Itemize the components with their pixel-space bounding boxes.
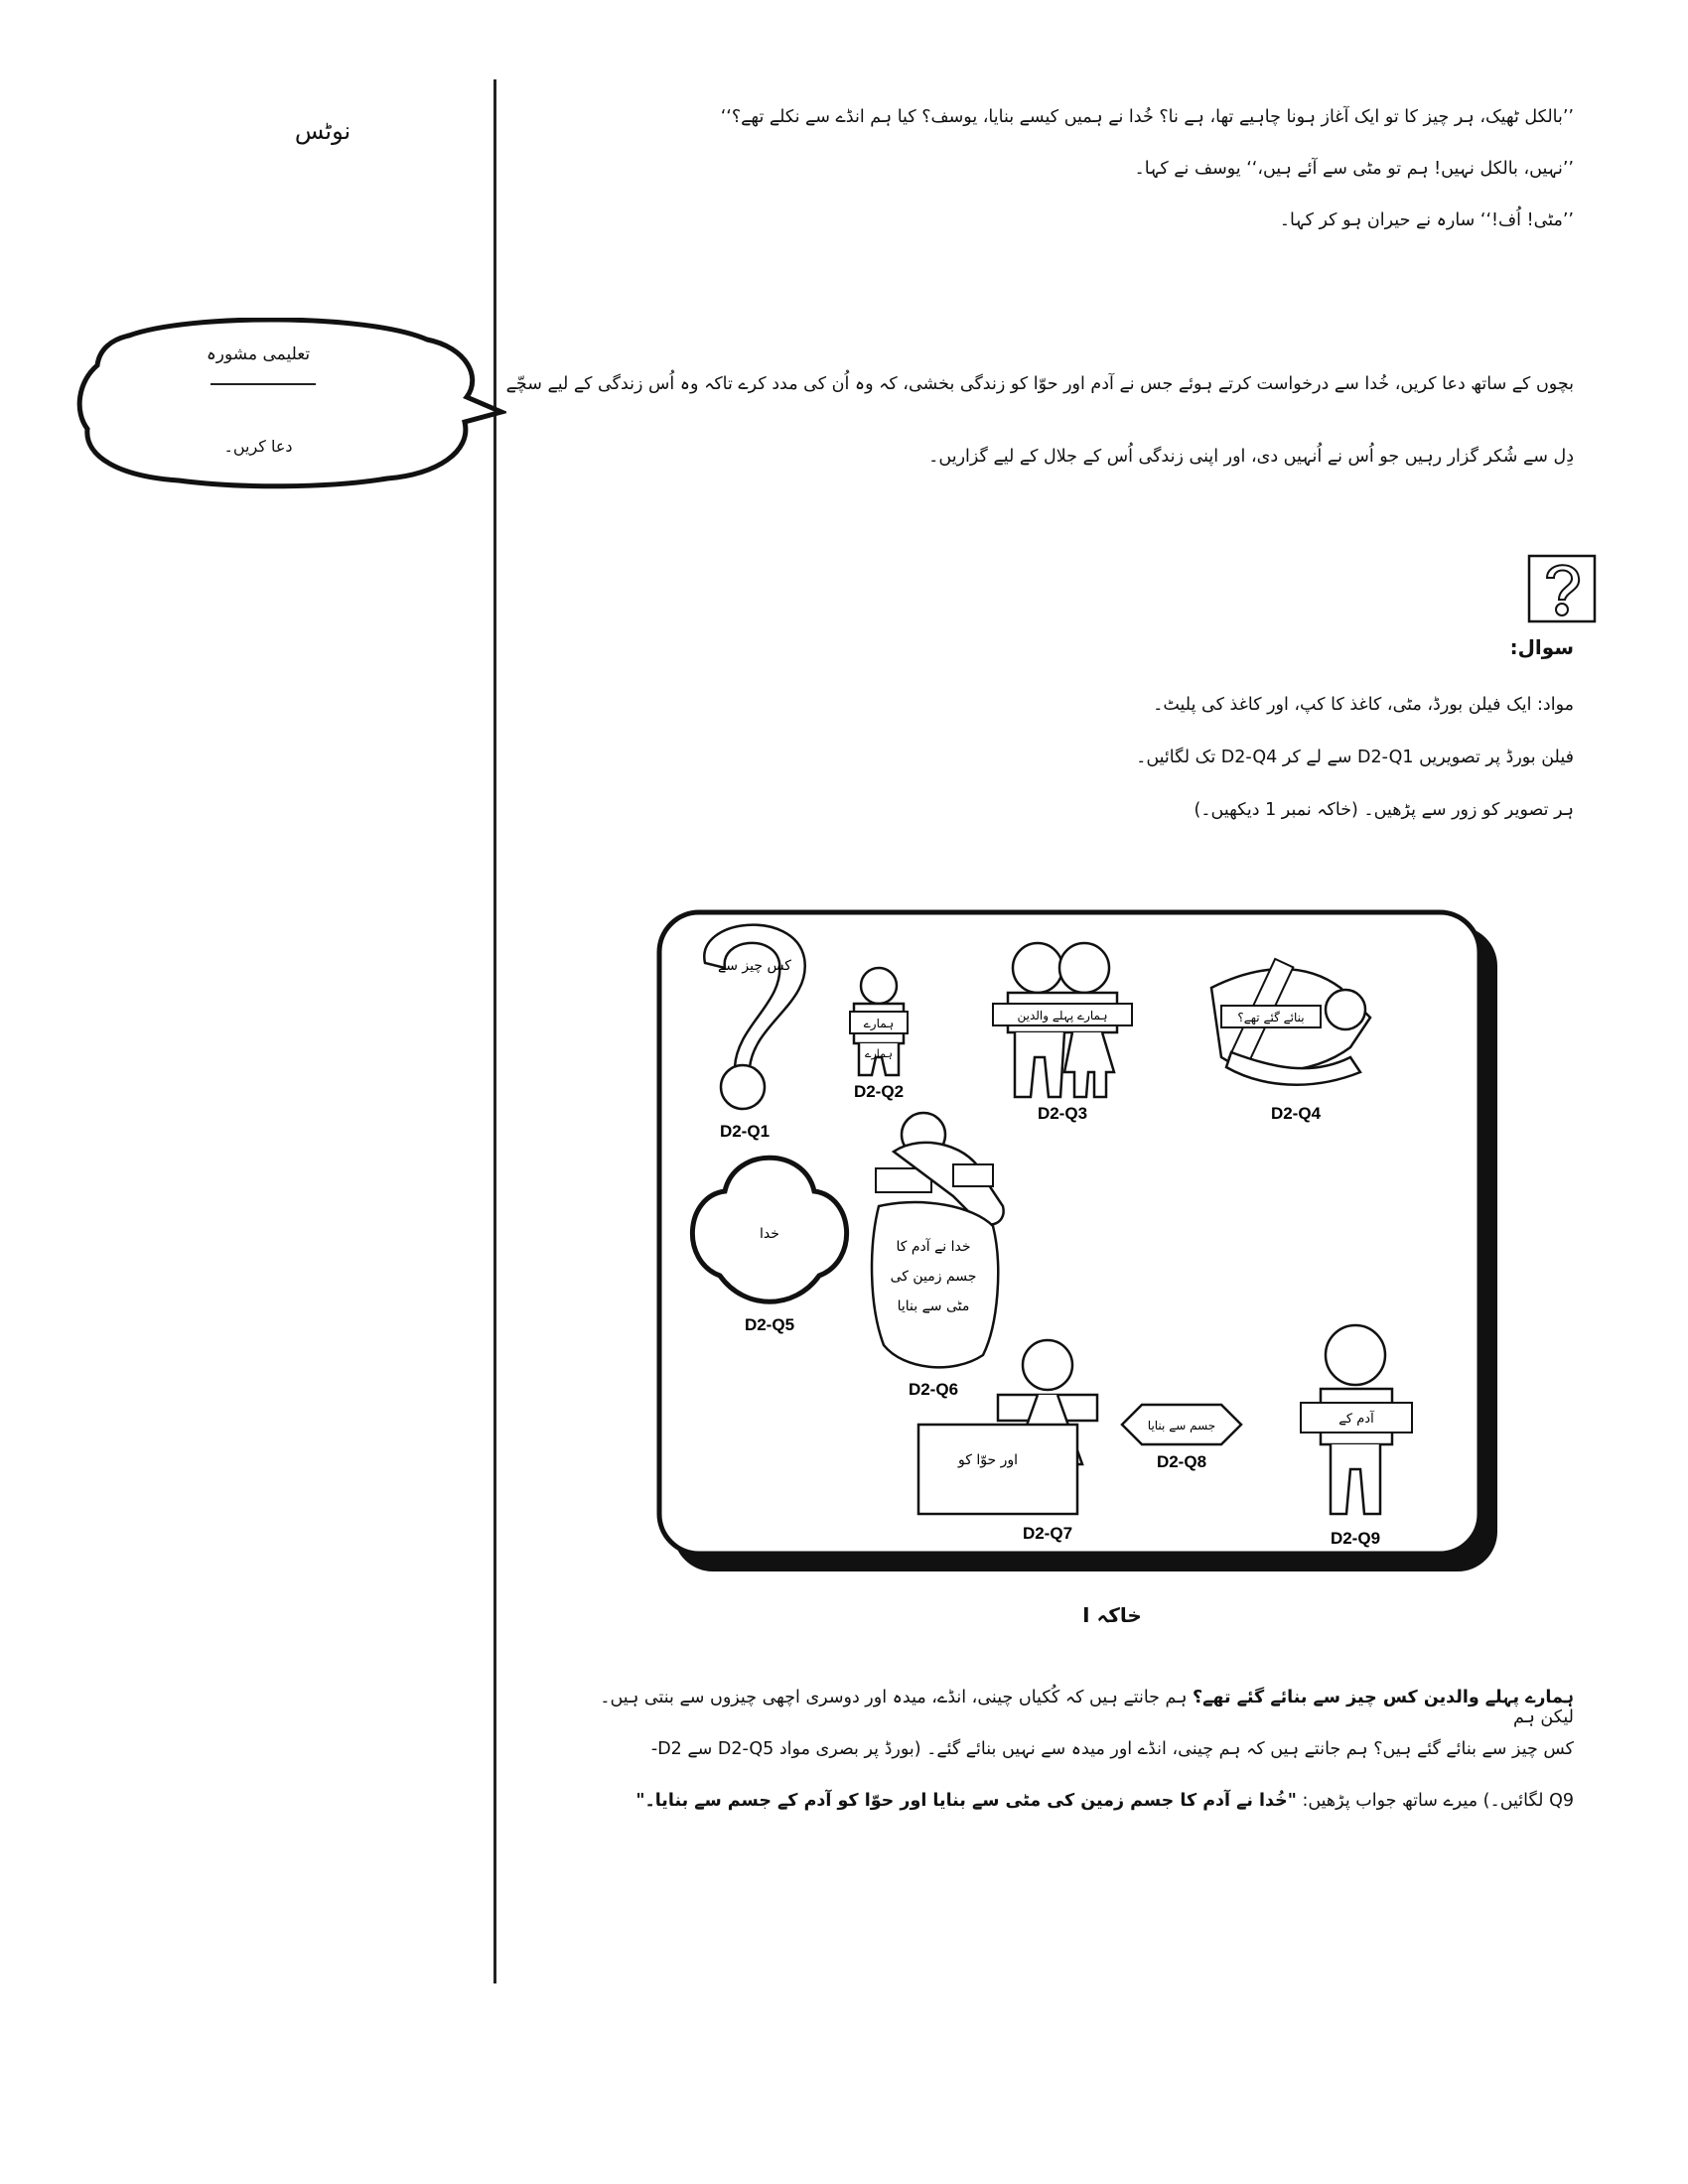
question-label: سوال: [1509, 635, 1574, 659]
answer-line-1-text: ہم جانتے ہیں کہ کُکیاں چینی، انڈے، میدہ اور دوسری اچھی چیزوں سے بنتی ہیں۔ لیکن ہم [600, 1688, 1574, 1727]
answer-line-3-text: Q9 لگائیں۔) میرے ساتھ جواب پڑھیں: [1296, 1791, 1574, 1811]
story-line-2: ’’نہیں، بالکل نہیں! ہم تو مٹی سے آئے ہیں،‘‘ یوسف نے کہا۔ [1134, 159, 1574, 179]
answer-line-2: کس چیز سے بنائے گئے ہیں؟ ہم جانتے ہیں کہ ہم چینی، انڈے اور میدہ سے نہیں بنائے گئے۔ (بورڈ پر بصری مواد D2-Q5 سے D2- [650, 1739, 1574, 1759]
q6-text-1: خدا نے آدم کا [896, 1239, 971, 1255]
q2-label: D2-Q2 [853, 1082, 905, 1101]
q8-text: جسم سے بنایا [1147, 1419, 1216, 1433]
q2-text-top: ہمارے [863, 1017, 895, 1030]
answer-line-1 [581, 1688, 1574, 1727]
story-line-1: ’’بالکل ٹھیک، ہر چیز کا تو ایک آغاز ہونا چاہیے تھا، ہے نا؟ خُدا نے ہمیں کیسے بنایا، یوسف؟ کیا ہم انڈے سے نکلے تھے؟‘‘ [720, 107, 1574, 127]
q3-text: ہمارے پہلے والدین [1017, 1009, 1108, 1023]
notes-heading: نوٹس [294, 117, 352, 145]
tip-title-underline [211, 383, 316, 385]
q4-text: بنائے گئے تھے؟ [1237, 1011, 1305, 1024]
q6-text-3: مٹی سے بنایا [897, 1298, 970, 1314]
q6-label: D2-Q6 [908, 1380, 959, 1399]
q6-text-2: جسم زمین کی [890, 1269, 977, 1285]
q8-label: D2-Q8 [1156, 1452, 1207, 1471]
figure-1-illustration [655, 908, 1499, 1575]
tip-title: تعلیمی مشورہ [206, 344, 311, 364]
prayer-line-2: دِل سے شُکر گزار رہیں جو اُس نے اُنہیں دی، اور اپنی زندگی اُس کے جلال کے لیے گزاریں۔ [928, 447, 1574, 467]
q5-text: خدا [760, 1226, 779, 1242]
tip-text: دعا کریں۔ [223, 437, 293, 456]
q7-text: اور حوّا کو [958, 1452, 1018, 1468]
materials-line: مواد: ایک فیلن بورڈ، مٹی، کاغذ کا کپ، اور کاغذ کی پلیٹ۔ [1153, 695, 1574, 715]
prayer-line-1: بچوں کے ساتھ دعا کریں، خُدا سے درخواست کرتے ہوئے جس نے آدم اور حوّا کو زندگی بخشی، کہ وہ اُن کی مدد کرے تاکہ وہ اُس زندگی کے لیے سچّے [505, 374, 1574, 394]
answer-question-bold: ہمارے پہلے والدین کس چیز سے بنائے گئے تھے؟ [1193, 1688, 1574, 1707]
q2-text-bottom: ہمارے [865, 1047, 893, 1060]
placement-line: فیلن بورڈ پر تصویریں D2-Q1 سے لے کر D2-Q4 تک لگائیں۔ [1136, 748, 1574, 767]
q9-label: D2-Q9 [1330, 1529, 1381, 1548]
question-mark-icon [1527, 554, 1597, 623]
figure-caption: خاکہ I [1082, 1603, 1142, 1627]
story-line-3: ’’مٹی! اُف!‘‘ سارہ نے حیران ہو کر کہا۔ [1279, 210, 1574, 230]
q9-text: آدم کے [1338, 1412, 1374, 1427]
q3-label: D2-Q3 [1037, 1104, 1088, 1123]
answer-line-3 [581, 1791, 1574, 1811]
q7-label: D2-Q7 [1022, 1524, 1073, 1543]
q1-text: کس چیز سے [718, 958, 791, 974]
q4-label: D2-Q4 [1270, 1104, 1322, 1123]
read-aloud-line: ہر تصویر کو زور سے پڑھیں۔ (خاکہ نمبر 1 دیکھیں۔) [1194, 800, 1574, 820]
q1-label: D2-Q1 [719, 1122, 771, 1141]
answer-response-bold: "خُدا نے آدم کا جسم زمین کی مٹی سے بنایا اور حوّا کو آدم کے جسم سے بنایا۔" [635, 1791, 1297, 1811]
q5-label: D2-Q5 [744, 1315, 795, 1334]
